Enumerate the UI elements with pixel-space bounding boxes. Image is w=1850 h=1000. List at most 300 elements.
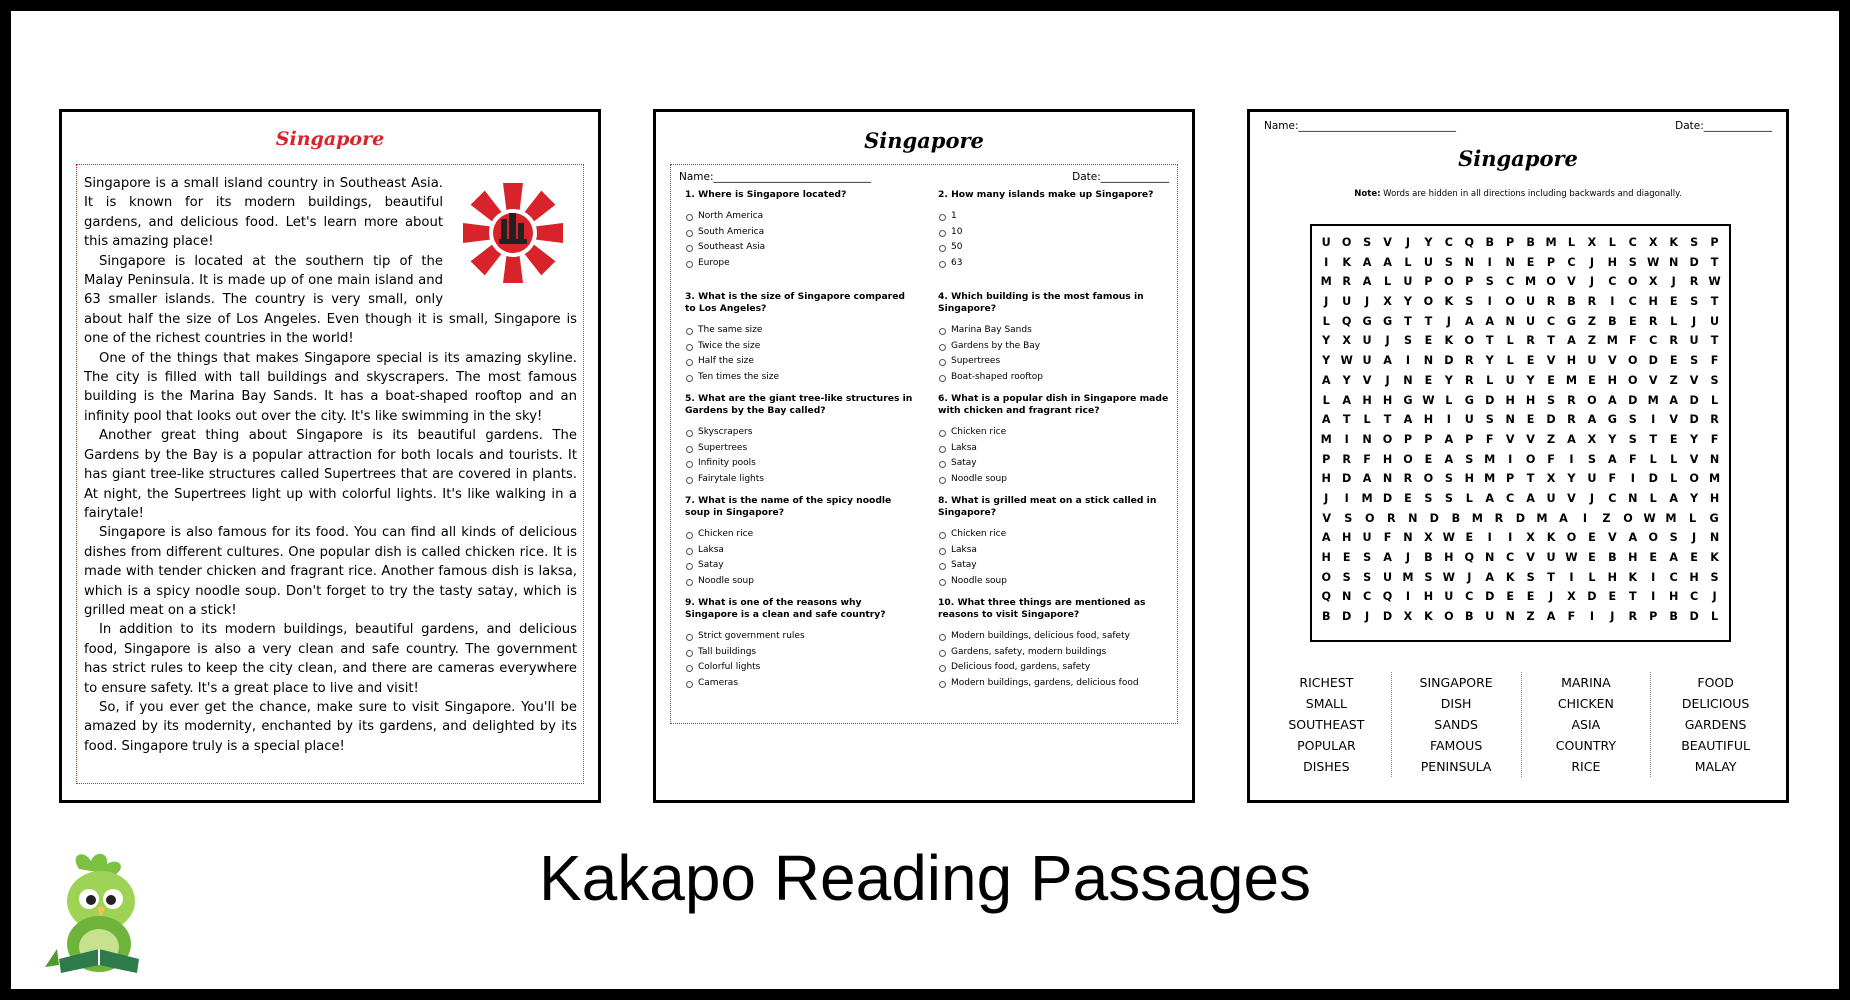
quiz-sheet	[653, 109, 1195, 803]
grid-letter: D	[1587, 590, 1597, 604]
grid-letter: O	[1444, 275, 1454, 289]
grid-letter: I	[1405, 590, 1411, 604]
grid-letter: B	[1321, 610, 1331, 624]
grid-letter: C	[1608, 491, 1617, 505]
grid-letter: F	[1567, 610, 1576, 624]
grid-letter: S	[1403, 334, 1412, 348]
word-bank-word: DISHES	[1303, 759, 1350, 774]
grid-letter: L	[1363, 413, 1371, 427]
grid-letter: O	[1648, 531, 1658, 545]
answer-option[interactable]: 10	[938, 225, 1169, 241]
grid-letter: O	[1423, 295, 1434, 309]
grid-letter: F	[1485, 432, 1494, 446]
grid-letter: T	[1526, 472, 1535, 486]
grid-letter: F	[1710, 432, 1719, 446]
grid-letter: E	[1649, 551, 1658, 564]
passage-paragraph: Singapore is a small island country in Southeast Asia. It is known for its modern buildings, beautiful gardens, and delicious food. Let's learn more about this amazing place!	[84, 176, 443, 250]
grid-letter: S	[1363, 551, 1372, 564]
grid-row	[1316, 453, 1725, 473]
grid-letter: A	[1485, 314, 1495, 328]
grid-letter: A	[1608, 452, 1617, 466]
word-bank-column	[1522, 672, 1652, 777]
grid-letter: W	[1565, 551, 1578, 564]
grid-letter: M	[1647, 393, 1659, 407]
grid-letter: X	[1342, 334, 1351, 348]
grid-letter: V	[1689, 373, 1699, 387]
grid-letter: D	[1342, 610, 1352, 624]
grid-letter: W	[1442, 531, 1456, 545]
grid-letter: A	[1362, 472, 1372, 486]
kakapo-mascot-icon	[39, 849, 164, 979]
answer-options	[685, 323, 916, 385]
grid-letter: P	[1424, 275, 1433, 289]
grid-letter: V	[1526, 432, 1535, 446]
grid-letter: U	[1321, 236, 1331, 249]
grid-letter: E	[1424, 452, 1433, 466]
grid-letter: A	[1383, 255, 1392, 269]
grid-letter: K	[1546, 531, 1556, 545]
grid-letter: U	[1362, 531, 1372, 545]
wordsearch-grid	[1310, 224, 1731, 642]
grid-letter: E	[1526, 590, 1535, 604]
grid-letter: K	[1444, 295, 1454, 309]
grid-letter: S	[1628, 255, 1637, 269]
grid-letter: I	[1508, 452, 1513, 466]
answer-option[interactable]: Fairytale lights	[685, 472, 916, 488]
grid-letter: X	[1383, 295, 1392, 309]
grid-letter: R	[1342, 452, 1351, 466]
grid-letter: X	[1587, 236, 1597, 249]
question-text: 4. Which building is the most famous in Singapore?	[938, 291, 1144, 314]
grid-letter: R	[1587, 295, 1597, 309]
grid-row	[1316, 531, 1725, 551]
grid-letter: R	[1567, 413, 1576, 427]
grid-letter: J	[1324, 491, 1329, 505]
grid-letter: A	[1342, 393, 1351, 407]
grid-row	[1316, 236, 1725, 256]
answer-option[interactable]: Supertrees	[685, 441, 916, 457]
answer-option[interactable]: Noodle soup	[938, 574, 1169, 590]
grid-letter: E	[1669, 295, 1678, 309]
grid-letter: D	[1515, 511, 1526, 525]
grid-letter: W	[1422, 393, 1435, 407]
grid-letter: E	[1690, 551, 1698, 564]
grid-letter: W	[1708, 275, 1721, 289]
grid-letter: N	[1403, 531, 1413, 545]
grid-letter: O	[1623, 511, 1633, 525]
grid-letter: X	[1567, 590, 1576, 604]
grid-row	[1316, 472, 1725, 492]
grid-letter: S	[1526, 570, 1535, 584]
answer-option[interactable]: Southeast Asia	[685, 240, 916, 256]
answer-option[interactable]: South America	[685, 225, 916, 241]
answer-option[interactable]: Tall buildings	[685, 645, 916, 661]
grid-letter: G	[1566, 314, 1577, 328]
grid-letter: N	[1709, 531, 1720, 545]
grid-letter: L	[1710, 610, 1719, 624]
grid-letter: M	[1708, 472, 1721, 486]
answer-options	[685, 527, 916, 589]
question-text: 10. What three things are mentioned as reasons to visit Singapore?	[938, 597, 1146, 620]
grid-letter: O	[1444, 610, 1454, 624]
grid-letter: Q	[1464, 551, 1475, 564]
grid-letter: C	[1362, 590, 1372, 604]
grid-letter: M	[1320, 275, 1332, 289]
answer-option[interactable]: Chicken rice	[685, 527, 916, 543]
word-bank	[1262, 672, 1780, 777]
grid-letter: V	[1648, 373, 1658, 387]
grid-letter: D	[1546, 413, 1556, 427]
word-bank-word: RICHEST	[1299, 675, 1354, 690]
grid-letter: H	[1505, 393, 1515, 407]
grid-letter: E	[1669, 354, 1678, 368]
grid-letter: U	[1526, 295, 1536, 309]
grid-letter: E	[1526, 413, 1535, 427]
grid-letter: P	[1424, 432, 1433, 446]
grid-letter: R	[1628, 610, 1638, 624]
grid-letter: J	[1405, 551, 1411, 564]
grid-letter: X	[1403, 610, 1413, 624]
answer-option[interactable]: Laksa	[938, 441, 1169, 457]
grid-letter: U	[1587, 354, 1597, 368]
grid-letter: C	[1669, 570, 1678, 584]
word-bank-column	[1262, 672, 1392, 777]
answer-option[interactable]: Chicken rice	[938, 425, 1169, 441]
grid-row	[1316, 433, 1725, 453]
grid-letter: M	[1536, 511, 1548, 525]
grid-letter: M	[1525, 275, 1537, 289]
answer-option[interactable]: 63	[938, 256, 1169, 272]
quiz-question-block	[679, 291, 916, 393]
grid-letter: Z	[1587, 334, 1596, 348]
answer-option[interactable]: Gardens by the Bay	[938, 339, 1169, 355]
grid-letter: K	[1424, 610, 1433, 624]
grid-letter: N	[1709, 452, 1720, 466]
grid-letter: M	[1545, 236, 1557, 249]
grid-letter: H	[1382, 393, 1393, 407]
grid-letter: H	[1423, 590, 1434, 604]
answer-option[interactable]: Noodle soup	[685, 574, 916, 590]
grid-letter: E	[1608, 590, 1617, 604]
grid-letter: I	[1569, 452, 1574, 466]
grid-letter: U	[1444, 590, 1454, 604]
word-bank-word: SMALL	[1305, 696, 1347, 711]
grid-letter: U	[1526, 314, 1536, 328]
grid-letter: N	[1464, 255, 1474, 269]
grid-letter: E	[1506, 590, 1514, 604]
quiz-question-block	[932, 495, 1169, 597]
grid-letter: E	[1588, 531, 1596, 545]
grid-letter: C	[1628, 295, 1637, 309]
grid-letter: R	[1386, 511, 1396, 525]
grid-letter: I	[1344, 491, 1349, 505]
wordsearch-note	[1250, 189, 1786, 199]
grid-letter: C	[1465, 590, 1474, 604]
grid-letter: T	[1547, 570, 1555, 584]
word-bank-word: ASIA	[1571, 717, 1601, 732]
grid-letter: O	[1464, 334, 1475, 348]
grid-letter: R	[1689, 275, 1699, 289]
grid-letter: A	[1362, 275, 1372, 289]
grid-letter: U	[1362, 354, 1372, 368]
grid-letter: L	[1670, 452, 1678, 466]
grid-letter: Q	[1382, 590, 1393, 604]
grid-letter: D	[1429, 511, 1439, 525]
grid-letter: H	[1607, 373, 1618, 387]
answer-option[interactable]: 1	[938, 209, 1169, 225]
answer-option[interactable]: Half the size	[685, 354, 916, 370]
grid-letter: S	[1444, 255, 1453, 269]
quiz-box	[670, 164, 1178, 724]
grid-letter: L	[1404, 255, 1412, 269]
grid-letter: L	[1567, 236, 1576, 249]
answer-option[interactable]: Colorful lights	[685, 660, 916, 676]
grid-letter: V	[1608, 354, 1617, 368]
answer-option[interactable]: Skyscrapers	[685, 425, 916, 441]
grid-letter: I	[1487, 531, 1492, 545]
answer-option[interactable]: 50	[938, 240, 1169, 256]
grid-letter: P	[1546, 255, 1556, 269]
grid-letter: S	[1547, 393, 1556, 407]
grid-letter: U	[1382, 570, 1393, 584]
grid-letter: R	[1669, 334, 1678, 348]
grid-row	[1316, 551, 1725, 571]
grid-letter: Y	[1690, 491, 1699, 505]
passage-sheet	[59, 109, 601, 803]
grid-letter: L	[1649, 491, 1657, 505]
answer-options	[685, 629, 916, 691]
grid-letter: B	[1465, 610, 1474, 624]
grid-letter: C	[1689, 590, 1699, 604]
grid-letter: C	[1608, 275, 1617, 289]
grid-letter: Z	[1546, 432, 1556, 446]
answer-option[interactable]: Satay	[938, 558, 1169, 574]
grid-letter: R	[1526, 334, 1535, 348]
grid-letter: E	[1526, 255, 1535, 269]
grid-letter: S	[1444, 491, 1453, 505]
grid-letter: S	[1690, 295, 1699, 309]
grid-letter: B	[1424, 551, 1433, 564]
word-bank-word: COUNTRY	[1555, 738, 1616, 753]
answer-options	[938, 629, 1169, 691]
grid-letter: R	[1403, 472, 1413, 486]
grid-letter: A	[1444, 452, 1454, 466]
grid-letter: E	[1588, 551, 1596, 564]
grid-letter: K	[1628, 570, 1638, 584]
grid-letter: J	[1365, 295, 1370, 309]
grid-letter: M	[1565, 373, 1578, 387]
grid-row	[1316, 571, 1725, 591]
grid-letter: J	[1589, 255, 1594, 269]
grid-letter: J	[1548, 590, 1554, 604]
grid-letter: N	[1668, 255, 1679, 269]
quiz-question-block	[932, 291, 1169, 393]
word-bank-word: MARINA	[1561, 675, 1611, 690]
answer-option[interactable]: Laksa	[685, 543, 916, 559]
grid-letter: A	[1628, 531, 1638, 545]
grid-letter: H	[1709, 491, 1720, 505]
grid-letter: J	[1671, 275, 1676, 289]
word-bank-word: GARDENS	[1684, 717, 1747, 732]
answer-option[interactable]: Strict government rules	[685, 629, 916, 645]
answer-option[interactable]: Marina Bay Sands	[938, 323, 1169, 339]
grid-letter: S	[1344, 511, 1353, 525]
grid-letter: D	[1382, 610, 1393, 624]
grid-letter: C	[1506, 551, 1515, 564]
grid-letter: H	[1525, 393, 1536, 407]
word-bank-word: SOUTHEAST	[1288, 717, 1365, 732]
grid-letter: H	[1607, 255, 1618, 269]
grid-letter: V	[1608, 531, 1617, 545]
grid-letter: N	[1423, 354, 1434, 368]
grid-letter: M	[1484, 472, 1496, 486]
date-field: Date:_____________	[1072, 171, 1169, 183]
question-text: 1. Where is Singapore located?	[685, 189, 847, 200]
grid-letter: V	[1322, 511, 1332, 525]
answer-options	[685, 425, 916, 487]
grid-letter: O	[1546, 275, 1556, 289]
grid-row	[1316, 590, 1725, 610]
grid-letter: T	[1342, 413, 1351, 427]
grid-letter: E	[1526, 354, 1535, 368]
grid-letter: E	[1669, 432, 1678, 446]
grid-letter: D	[1648, 354, 1658, 368]
grid-letter: L	[1383, 275, 1392, 289]
grid-letter: T	[1710, 255, 1719, 269]
grid-letter: G	[1709, 511, 1719, 525]
grid-letter: A	[1559, 511, 1568, 525]
grid-letter: M	[1361, 491, 1373, 505]
grid-letter: A	[1403, 413, 1413, 427]
grid-letter: T	[1547, 334, 1555, 348]
grid-letter: O	[1628, 354, 1638, 368]
grid-letter: G	[1607, 413, 1617, 427]
grid-letter: S	[1587, 452, 1596, 466]
grid-row	[1316, 394, 1725, 414]
grid-letter: H	[1341, 531, 1352, 545]
passage-paragraph: Another great thing about Singapore is its beautiful gardens. The Gardens by the Bay is a popular attraction for both locals and tourists. It has giant tree-like structures called Supertrees that are covered in plants. At night, the Supertrees light up with colorful lights. It's like walking in a fairytale!	[84, 428, 577, 521]
answer-option[interactable]: Gardens, safety, modern buildings	[938, 645, 1169, 661]
grid-row	[1316, 610, 1725, 630]
grid-letter: V	[1505, 432, 1515, 446]
canvas	[11, 11, 1839, 989]
grid-letter: N	[1505, 413, 1515, 427]
singapore-emblem-icon	[453, 178, 573, 288]
grid-letter: N	[1485, 551, 1495, 564]
grid-letter: E	[1342, 551, 1351, 564]
answer-option[interactable]: Satay	[685, 558, 916, 574]
name-field: Name:______________________________	[1264, 120, 1457, 132]
answer-option[interactable]: Delicious food, gardens, safety	[938, 660, 1169, 676]
grid-letter: F	[1547, 452, 1555, 466]
grid-letter: Q	[1321, 590, 1331, 604]
grid-letter: H	[1321, 551, 1331, 564]
grid-letter: I	[1324, 255, 1329, 269]
grid-letter: L	[1506, 334, 1514, 348]
grid-letter: U	[1464, 413, 1474, 427]
grid-row	[1316, 275, 1725, 295]
grid-letter: Y	[1690, 432, 1699, 446]
grid-letter: N	[1505, 610, 1515, 624]
grid-letter: A	[1526, 491, 1535, 505]
grid-letter: I	[1487, 255, 1492, 269]
name-field: Name:______________________________	[679, 171, 872, 183]
answer-option[interactable]: Modern buildings, delicious food, safety	[938, 629, 1169, 645]
grid-letter: O	[1321, 570, 1331, 584]
grid-letter: T	[1710, 334, 1719, 348]
passage-paragraph: Singapore is located at the southern tip of the Malay Peninsula. It is made up of one main island and 63 smaller islands. The country is very small, only about half the size of Los Angeles. Even though it is small, Singapore is one of the richest countries in the world!	[84, 253, 577, 347]
grid-letter: F	[1628, 452, 1637, 466]
grid-letter: K	[1669, 236, 1678, 249]
grid-letter: C	[1506, 491, 1515, 505]
answer-option[interactable]: Modern buildings, gardens, delicious food	[938, 676, 1169, 692]
quiz-title: Singapore	[864, 128, 984, 153]
grid-letter: H	[1689, 570, 1699, 584]
grid-letter: R	[1464, 354, 1474, 368]
grid-letter: L	[1710, 393, 1719, 407]
answer-option[interactable]: Satay	[938, 456, 1169, 472]
grid-letter: A	[1383, 551, 1392, 564]
answer-option[interactable]: Infinity pools	[685, 456, 916, 472]
grid-letter: B	[1451, 511, 1461, 525]
grid-letter: L	[1322, 393, 1330, 407]
answer-option[interactable]: Laksa	[938, 543, 1169, 559]
quiz-question-block	[932, 393, 1169, 495]
answer-option[interactable]: Twice the size	[685, 339, 916, 355]
grid-letter: U	[1546, 491, 1556, 505]
grid-letter: S	[1465, 295, 1474, 309]
grid-letter: W	[1643, 511, 1656, 525]
grid-letter: H	[1668, 590, 1679, 604]
grid-letter: S	[1424, 570, 1433, 584]
answer-option[interactable]: The same size	[685, 323, 916, 339]
grid-letter: A	[1567, 432, 1576, 446]
grid-letter: H	[1566, 354, 1577, 368]
answer-option[interactable]: Supertrees	[938, 354, 1169, 370]
answer-option[interactable]: Boat-shaped rooftop	[938, 370, 1169, 386]
word-bank-word: FOOD	[1697, 675, 1734, 690]
answer-option[interactable]: Ten times the size	[685, 370, 916, 386]
grid-letter: I	[1446, 413, 1451, 427]
grid-letter: J	[1385, 334, 1390, 348]
word-bank-word: POPULAR	[1297, 738, 1356, 753]
grid-letter: K	[1444, 334, 1454, 348]
grid-letter: J	[1610, 610, 1615, 624]
grid-letter: O	[1382, 432, 1393, 446]
grid-letter: J	[1467, 570, 1472, 584]
grid-letter: L	[1322, 314, 1330, 328]
grid-letter: Y	[1526, 373, 1535, 387]
grid-letter: I	[1651, 590, 1656, 604]
answer-option[interactable]: North America	[685, 209, 916, 225]
word-bank-word: MALAY	[1694, 759, 1737, 774]
grid-letter: A	[1321, 413, 1331, 427]
answer-option[interactable]: Europe	[685, 256, 916, 272]
answer-option[interactable]: Noodle soup	[938, 472, 1169, 488]
word-bank-column	[1392, 672, 1522, 777]
grid-letter: D	[1628, 393, 1638, 407]
grid-letter: J	[1365, 610, 1370, 624]
grid-letter: L	[1506, 354, 1514, 368]
answer-option[interactable]: Chicken rice	[938, 527, 1169, 543]
grid-letter: G	[1382, 314, 1393, 328]
grid-letter: I	[1582, 511, 1588, 525]
answer-options	[938, 209, 1169, 271]
grid-letter: J	[1324, 295, 1329, 309]
answer-option[interactable]: Cameras	[685, 676, 916, 692]
grid-letter: J	[1385, 373, 1390, 387]
grid-letter: V	[1526, 551, 1535, 564]
